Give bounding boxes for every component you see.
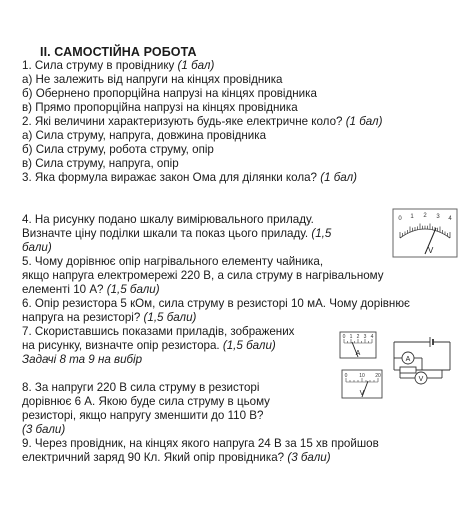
scale-tick-label: 0	[398, 216, 402, 222]
question-6-line-2: напруга на резисторі? (1,5 бали)	[22, 311, 197, 324]
q1-option-b: б) Обернено пропорційна напрузі на кінцях провідника	[22, 87, 317, 100]
ammeter-tick-label: 2	[356, 334, 360, 340]
question-8-line-3: резисторі, якщо напругу зменшити до 110 В?	[22, 409, 264, 422]
question-8-line-2: дорівнює 6 А. Якою буде сила струму в цьому	[22, 395, 270, 408]
scale-tick-label: 4	[448, 216, 452, 222]
voltmeter-tick-label: 0	[344, 373, 348, 379]
question-8-line-1: 8. За напруги 220 В сила струму в резисторі	[22, 381, 260, 394]
ammeter-tick-label: 1	[349, 334, 353, 340]
q1-option-a: а) Не залежить від напруги на кінцях провідника	[22, 73, 283, 86]
ammeter-tick-label: 3	[363, 334, 367, 340]
scale-tick-label: 3	[436, 214, 440, 220]
circuit-diagram	[338, 330, 462, 404]
question-9-line-2: електричний заряд 90 Кл. Який опір провідника? (3 бали)	[22, 451, 331, 464]
q2-option-c: в) Сила струму, напруга, опір	[22, 157, 179, 170]
section-title: II. САМОСТІЙНА РОБОТА	[40, 45, 197, 59]
question-5-line-1: 5. Чому дорівнює опір нагрівального елементу чайника,	[22, 255, 324, 268]
question-2: 2. Які величини характеризують будь-яке електричне коло? (1 бал)	[22, 115, 383, 128]
q2-option-a: а) Сила струму, напруга, довжина провідника	[22, 129, 267, 142]
voltmeter-symbol-label: V	[418, 376, 424, 383]
question-7-line-1: 7. Скориставшись показами приладів, зображених	[22, 325, 295, 338]
voltmeter-unit: V	[359, 390, 365, 397]
ammeter-unit: A	[355, 350, 361, 357]
scale-tick-label: 2	[423, 213, 427, 219]
question-3: 3. Яка формула виражає закон Ома для ділянки кола? (1 бал)	[22, 171, 357, 184]
question-4-line-2: Визначте ціну поділки шкали та показ цього приладу. (1,5	[22, 227, 332, 240]
ammeter-tick-label: 4	[370, 334, 374, 340]
ammeter-tick-label: 0	[342, 334, 346, 340]
question-9-line-1: 9. Через провідник, на кінцях якого напруга 24 В за 15 хв пройшов	[22, 437, 379, 450]
scale-unit-label: V	[428, 246, 434, 255]
question-8-line-4: (3 бали)	[22, 423, 66, 436]
question-5-line-2: якщо напруга електромережі 220 В, а сила струму в нагрівальному	[22, 269, 384, 282]
question-7-line-2: на рисунку, визначте опір резистора. (1,5 бали)	[22, 339, 276, 352]
q1-option-c: в) Прямо пропорційна напрузі на кінцях провідника	[22, 101, 298, 114]
ammeter-symbol-label: A	[405, 356, 411, 363]
question-4-line-1: 4. На рисунку подано шкалу вимірювального приладу.	[22, 213, 314, 226]
meter-scale-image	[392, 208, 458, 258]
question-6-line-1: 6. Опір резистора 5 кОм, сила струму в резисторі 10 мА. Чому дорівнює	[22, 297, 410, 310]
question-4-line-3: бали)	[22, 241, 52, 254]
question-5-line-3: елементі 10 А? (1,5 бали)	[22, 283, 160, 296]
question-1: 1. Сила струму в провіднику (1 бал)	[22, 59, 215, 72]
scale-tick-label: 1	[410, 214, 414, 220]
resistor-symbol	[400, 367, 416, 373]
choice-note: Задачі 8 та 9 на вибір	[22, 353, 143, 366]
voltmeter-tick-label: 20	[375, 373, 381, 379]
q2-option-b: б) Сила струму, робота струму, опір	[22, 143, 214, 156]
voltmeter-tick-label: 10	[359, 373, 365, 379]
